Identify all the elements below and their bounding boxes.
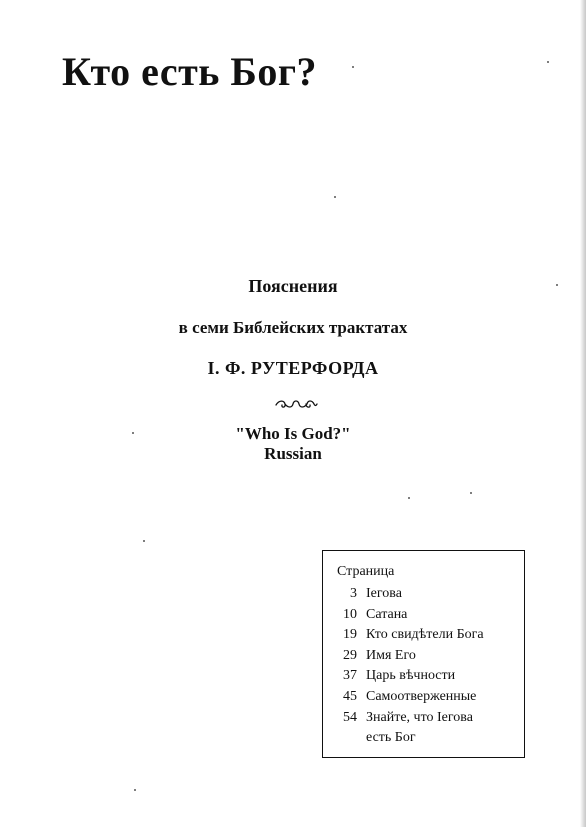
- scan-speck: [334, 196, 336, 198]
- toc-header: Страница: [337, 564, 395, 579]
- toc-item: [337, 625, 524, 646]
- toc-page-number: 10: [343, 606, 357, 622]
- scan-speck: [556, 284, 558, 286]
- toc-page-number: 54: [343, 709, 357, 725]
- toc-chapter-name-continuation: есть Бог: [366, 730, 416, 746]
- toc-chapter-name: Iегова: [366, 586, 402, 601]
- toc-item: [337, 646, 524, 667]
- toc-item: [337, 605, 524, 626]
- scan-speck: [547, 61, 549, 63]
- toc-item: [337, 666, 524, 687]
- scan-speck: [143, 540, 145, 542]
- toc-item: [337, 687, 524, 708]
- toc-page-number: 37: [343, 668, 357, 684]
- scan-speck: [352, 66, 354, 68]
- toc-item: [337, 584, 524, 605]
- english-title: "Who Is God?": [235, 424, 351, 443]
- subtitle-tracts: в семи Библейских трактатах: [178, 318, 408, 337]
- document-title: Кто есть Бог?: [62, 49, 318, 94]
- toc-page-number: 19: [343, 627, 357, 643]
- toc-page-number: 3: [350, 586, 357, 601]
- scan-speck: [408, 497, 410, 499]
- subtitle: Пояснения: [248, 276, 338, 296]
- page-edge-shadow: [580, 0, 586, 827]
- toc-chapter-name: Имя Его: [366, 647, 416, 663]
- author-name: I. Ф. РУТЕРФОРДА: [207, 358, 379, 378]
- scan-speck: [470, 492, 472, 494]
- toc-chapter-name: Сатана: [366, 606, 408, 622]
- scan-speck: [134, 789, 136, 791]
- scroll-ornament-icon: [273, 396, 319, 412]
- toc-item: [337, 708, 524, 729]
- toc-chapter-name: Кто свидѣтели Бога: [366, 627, 484, 643]
- language-label: Russian: [264, 444, 322, 463]
- toc-chapter-name: Знайте, что Iегова: [366, 709, 473, 725]
- toc-page-number: 29: [343, 647, 357, 663]
- scan-speck: [132, 432, 134, 434]
- table-of-contents: [322, 550, 525, 758]
- toc-chapter-name: Самоотверженные: [366, 688, 477, 704]
- toc-chapter-name: Царь вѣчности: [366, 668, 456, 684]
- toc-page-number: 45: [343, 688, 357, 704]
